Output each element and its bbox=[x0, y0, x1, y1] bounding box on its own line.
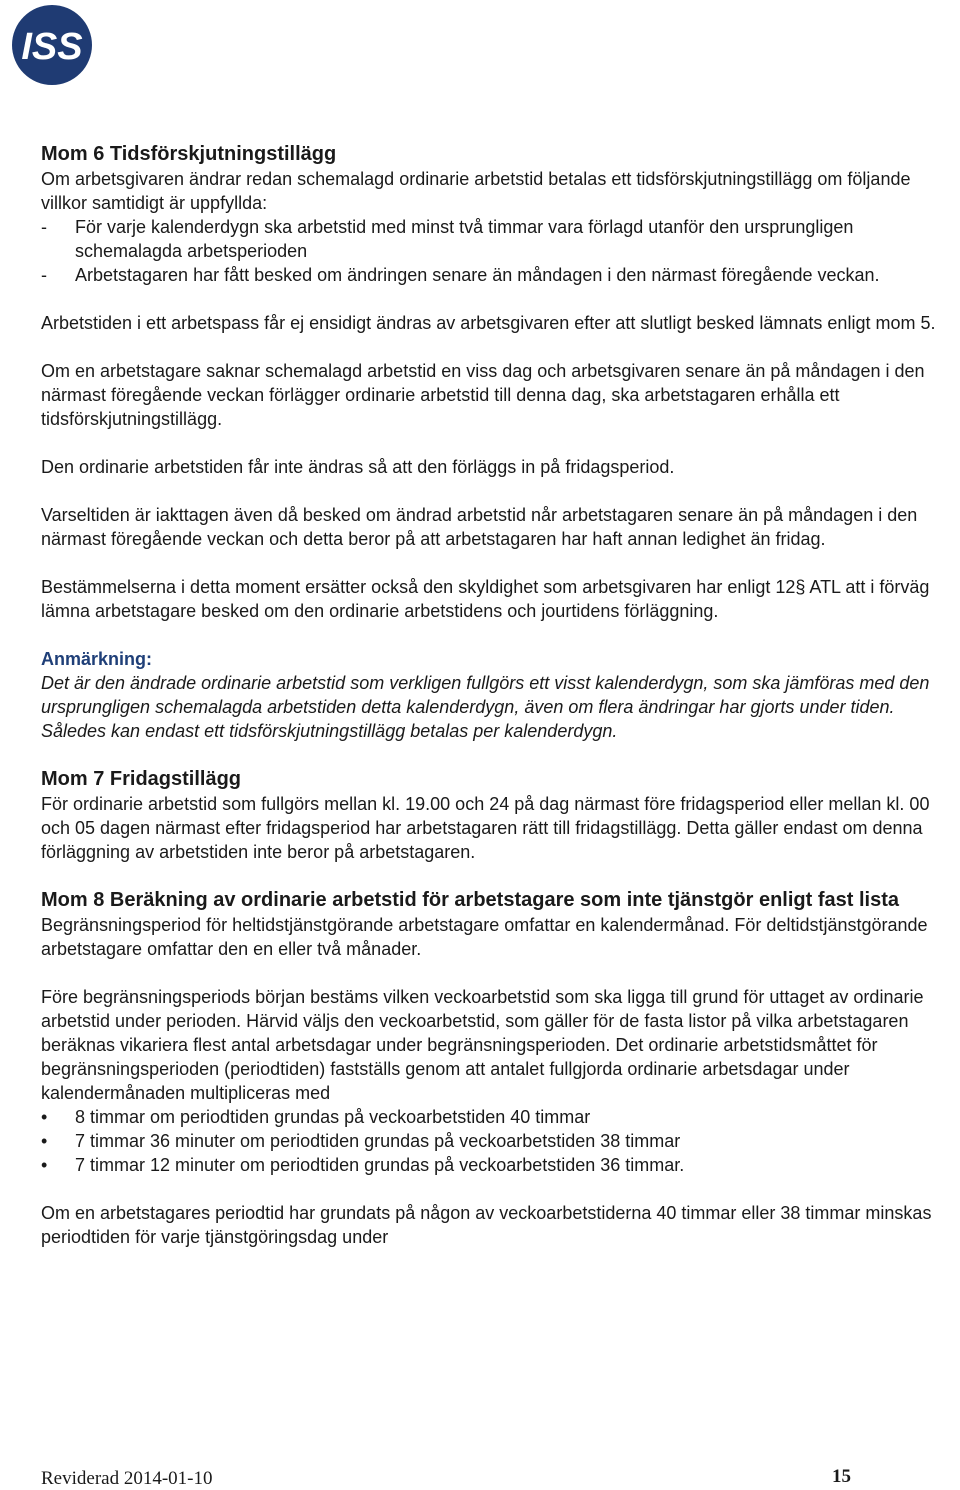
bullet-item: • 8 timmar om periodtiden grundas på veckoarbetstiden 40 timmar bbox=[41, 1107, 591, 1127]
paragraph: Före begränsningsperiods början bestäms vilken veckoarbetstid som ska ligga till grund för uttaget av ordinarie arbetstid under perioden. Härvid väljs den veckoarbetstid, som gäller för de fasta listor på vilka arbetstagaren beräknas vikariera flest antal arbetsdagar under begränsningsperioden. Det ordinarie arbetstidsmåttet för begränsningsperioden (periodtiden) fastställs genom att antalet fullgjorda ordinarie arbetsdagar under kalendermånaden multipliceras med bbox=[41, 987, 924, 1103]
mom6-heading: Mom 6 Tidsförskjutningstillägg bbox=[41, 143, 337, 165]
bullet-item: • 7 timmar 12 minuter om periodtiden grundas på veckoarbetstiden 36 timmar. bbox=[41, 1155, 685, 1175]
revision-date: Reviderad 2014-01-10 bbox=[41, 1468, 213, 1489]
mom7-text: För ordinarie arbetstid som fullgörs mellan kl. 19.00 och 24 på dag närmast före fridagsperiod eller mellan kl. 00 och 05 dagen närmast efter fridagsperiod har arbetstagaren rätt till fridagstillägg. Detta gäller endast om denna förläggning av arbetstiden inte beror på arbetstagaren. bbox=[41, 794, 930, 862]
paragraph: Arbetstiden i ett arbetspass får ej ensidigt ändras av arbetsgivaren efter att slutligt besked lämnats enligt mom 5. bbox=[41, 313, 936, 333]
paragraph: Den ordinarie arbetstiden får inte ändras så att den förläggs in på fridagsperiod. bbox=[41, 457, 675, 477]
paragraph: Varseltiden är iakttagen även då besked om ändrad arbetstid når arbetstagaren senare än på måndagen i den närmast föregående veckan och detta beror på att arbetstagaren har haft annan ledighet än fridag. bbox=[41, 505, 918, 549]
note-text: Det är den ändrade ordinarie arbetstid som verkligen fullgörs ett visst kalenderdygn, som ska jämföras med den ursprungligen schemalagda arbetstiden detta kalenderdygn, även om flera ändringar har gjorts under tiden. Således kan endast ett tidsförskjutningstillägg betalas per kalenderdygn. bbox=[41, 673, 930, 741]
mom6-intro: Om arbetsgivaren ändrar redan schemalagd ordinarie arbetstid betalas ett tidsförskjutningstillägg om följande villkor samtidigt är uppfyllda: bbox=[41, 169, 911, 213]
bullet-item: • 7 timmar 36 minuter om periodtiden grundas på veckoarbetstiden 38 timmar bbox=[41, 1131, 681, 1151]
list-item: - Arbetstagaren har fått besked om ändringen senare än måndagen i den närmast föregående veckan. bbox=[41, 265, 880, 285]
paragraph: Om en arbetstagare saknar schemalagd arbetstid en viss dag och arbetsgivaren senare än på måndagen i den närmast föregående veckan förlägger ordinarie arbetstid till denna dag, ska arbetstagaren erhålla ett tidsförskjutningstillägg. bbox=[41, 361, 925, 429]
mom7-heading: Mom 7 Fridagstillägg bbox=[41, 768, 242, 790]
svg-text:ISS: ISS bbox=[21, 26, 83, 68]
page-number: 15 bbox=[832, 1466, 851, 1487]
paragraph: Bestämmelserna i detta moment ersätter också den skyldighet som arbetsgivaren har enligt 12§ ATL att i förväg lämna arbetstagare besked om den ordinarie arbetstidens och jourtidens förläggning. bbox=[41, 577, 930, 621]
paragraph: Om en arbetstagares periodtid har grundats på någon av veckoarbetstiderna 40 timmar eller 38 timmar minskas periodtiden för varje tjänstgöringsdag under bbox=[41, 1203, 932, 1247]
mom8-heading: Mom 8 Beräkning av ordinarie arbetstid för arbetstagare som inte tjänstgör enligt fast lista bbox=[41, 889, 899, 911]
mom8-intro: Begränsningsperiod för heltidstjänstgörande arbetstagare omfattar en kalendermånad. För deltidstjänstgörande arbetstagare omfattar den en eller två månader. bbox=[41, 915, 928, 959]
list-item: - För varje kalenderdygn ska arbetstid med minst två timmar vara förlagd utanför den ursprungligen schemalagda arbetsperioden bbox=[41, 217, 854, 261]
iss-logo bbox=[4, 4, 100, 86]
document-body bbox=[41, 142, 957, 1249]
note-heading: Anmärkning: bbox=[41, 649, 153, 669]
